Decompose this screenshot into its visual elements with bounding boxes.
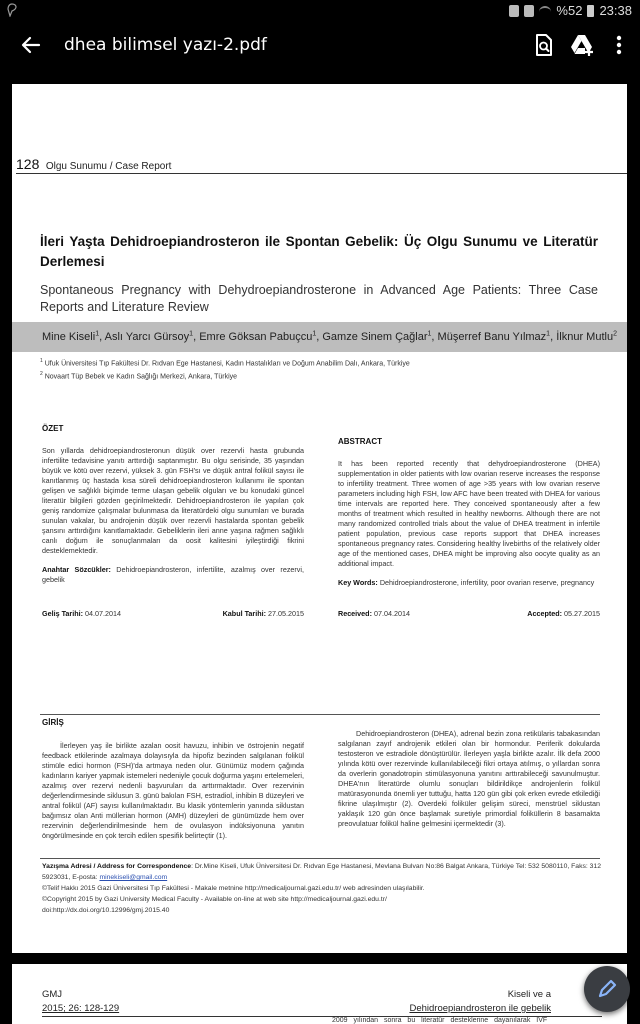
- notification-icon: [6, 3, 18, 17]
- app-bar: [0, 24, 640, 68]
- wifi-icon: [539, 6, 551, 16]
- journal-name: GMJ: [42, 989, 63, 1000]
- affiliations: [40, 356, 410, 383]
- ozet-body: Son yıllarda dehidroepiandrosteronun düşük over rezervli hasta grubunda infertilite tedavisine yanıtı arttırdığı saptanmıştır. Bu olgu serisinde, 35 yaşından büyük ve kötü over rezervi, yüksek 3. gün FSH'sı ve düşük antral folikül sayısı ile kanıtlanmış üç hastada kısa süreli dehidroepiandrosteron kullanımı ile spontan gelişen ve sağlıklı biçimde terme ulaşan gebelik olguları ve bu konudaki güncel literatür bilgileri gözden geçirilmektedir. Dehidroepiandrosteron ile yapılan çok geniş randomize çalışmalar bulunmasa da literatürdeki olgu sunumları ve burada sunulan vakalar, bu androjenin düşük over rezervli hastalarda spontan gebelik şansını arttırdığını kanıtlamaktadır. Gebeliklerin ileri anne yaşına rağmen sağlıklı canlı doğum ile sonuçlanmaları da oosit kalitesini iyileştirdiği fikrini desteklemektedir.: [42, 446, 304, 555]
- ozet-heading: ÖZET: [42, 424, 64, 433]
- section-label: Olgu Sunumu / Case Report: [45, 161, 172, 172]
- section-divider: [40, 714, 600, 715]
- edit-pencil-icon: [596, 978, 618, 1000]
- accepted-date-en: Accepted: 05.27.2015: [527, 609, 600, 618]
- abstract-heading: ABSTRACT: [338, 437, 382, 446]
- clock: 23:38: [599, 3, 632, 18]
- running-header: [16, 156, 627, 174]
- abstract-section: [338, 437, 600, 588]
- author: Müşerref Banu Yılmaz$^1$,: [437, 330, 557, 343]
- status-bar: [0, 0, 640, 24]
- running-title: Dehidroepiandrosteron ile gebelik: [409, 1003, 551, 1014]
- document-title: dhea bilimsel yazı-2.pdf: [64, 35, 267, 55]
- correspondence-block: [42, 861, 608, 916]
- affiliation: $^1$ Ufuk Üniversitesi Tıp Fakültesi Dr. Rıdvan Ege Hastanesi, Kadın Hastalıkları ve Doğum Anabilim Dalı, Ankara, Türkiye: [40, 358, 410, 368]
- notification-icon: [509, 5, 519, 17]
- article-title-tr: İleri Yaşta Dehidroepiandrosteron ile Spontan Gebelik: Üç Olgu Sunumu ve Literatür Derlemesi: [40, 234, 598, 269]
- page2-body-text: 2009 yılından sonra bu literatür desteklerine dayanılarak IVF: [332, 1017, 548, 1024]
- copyright-tr: ©Telif Hakkı 2015 Gazi Üniversitesi Tıp Fakültesi - Makale metnine http://medicaljournal.gazi.edu.tr/ web adresinden ulaşılabilir.: [42, 885, 425, 892]
- running-header-right: [409, 988, 551, 1016]
- page-number: 128: [16, 156, 40, 172]
- battery-percent: %52: [556, 3, 583, 18]
- abstract-keywords: Key Words: Dehidroepiandrosterone, infertility, poor ovarian reserve, pregnancy: [338, 578, 595, 587]
- giris-paragraph-left: İlerleyen yaş ile birlikte azalan oosit havuzu, inhibin ve östrojenin negatif feedback etkilerinde azalmaya dolayısıyla da hipofiz bezinden salgılanan folikül stimüle edici hormon (FSH)'da artmaya neden olur. Günümüz modern çağında kadınların kariyer yapmak istemeleri nedeniyle çocuk doğurma yaşını ertelemeleri, azalmış over rezervi nedenli başvuruları da arttırmaktadır. Over rezervinin değerlendirmesinde siklusun 3. günü bakılan FSH, estradiol, inhibin B düzeyleri ve antral folikül (AF) sayısı kullanılmaktadır. Bu klasik yöntemlerin yanında siklustan bağımsız olan Anti müllerian hormon (AMH) düzeyleri de günümüzde hem over rezervinin değerlendirilmesinde hem de ovulasyon indüksiyonuna yanıtın öngörülmesinde en çok tercih edilen spesifik belirteçtir (1).: [42, 741, 304, 840]
- copyright-en: ©Copyright 2015 by Gazi University Medical Faculty - Available on-line at web site http://medicaljournal.gazi.edu.tr/: [42, 896, 387, 903]
- author: Mine Kiseli$^1$,: [42, 330, 105, 343]
- ozet-dates: [42, 609, 304, 618]
- add-to-drive-icon[interactable]: [569, 32, 595, 58]
- giris-heading: GİRİŞ: [42, 718, 64, 727]
- abstract-body: It has been reported recently that dehydroepiandrosterone (DHEA) supplementation in older patients with low ovarian reserve increases the response to infertility treatment. Three women of age >35 years with low ovarian reserve parameters including high FSH, low AFC have been treated with DHEA for various time intervals are reported here. They conceived spontaneously after a few months of treatment which resulted in healthy newborns. Although there are not many randomized controlled trials about the value of DHEA treatment in infertile patient population, previous case reports support that DHEA increases spontaneous pregnancy rates. Considering healthy livebirths of the relatively older age of the mentioned cases, DHEA might be improving also oocyte quality as an additional impact.: [338, 459, 600, 568]
- author: İlknur Mutlu$^2$: [556, 330, 617, 343]
- email-link[interactable]: minekiseli@gmail.com: [99, 874, 168, 881]
- more-options-icon[interactable]: [606, 32, 632, 58]
- search-in-document-icon[interactable]: [531, 32, 557, 58]
- affiliation: $^2$ Novaart Tüp Bebek ve Kadın Sağlığı Merkezi, Ankara, Türkiye: [40, 371, 238, 381]
- alarm-icon: [524, 5, 534, 17]
- correspondence-address: Yazışma Adresi / Address for Correspondence: Dr.Mine Kiseli, Ufuk Üniversitesi Dr. Rıdvan Ege Hastanesi, Mevlana Bulvarı No:86 Balgat Ankara, Türkiye Tel: 532 5080110, Faks: 312 5923031, E-posta: minekiseli@gmail.com: [42, 863, 601, 881]
- footer-divider: [40, 858, 600, 859]
- author: Aslı Yarcı Gürsoy$^1$,: [104, 330, 200, 343]
- ozet-section: [42, 424, 304, 585]
- accepted-date-tr: Kabul Tarihi: 27.05.2015: [222, 609, 304, 618]
- author: Gamze Sinem Çağlar$^1$,: [322, 330, 438, 343]
- abstract-dates: [338, 609, 600, 618]
- received-date-en: Received: 07.04.2014: [338, 609, 410, 618]
- pdf-page-2: [12, 964, 627, 1024]
- received-date-tr: Geliş Tarihi: 04.07.2014: [42, 609, 121, 618]
- author: Emre Göksan Pabuçcu$^1$,: [199, 330, 323, 343]
- author-list: [12, 322, 627, 352]
- running-authors: Kiseli ve a: [507, 989, 551, 1000]
- edit-button[interactable]: [584, 966, 630, 1012]
- doi: doi:http://dx.doi.org/10.12996/gmj.2015.40: [42, 907, 170, 914]
- journal-info: [42, 988, 119, 1016]
- giris-paragraph-right: Dehidroepiandrosteron (DHEA), adrenal bezin zona retikülaris tabakasından salgılanan zayıf androjenik etkileri olan bir hormondur. Periferik dokularda testosteron ve estradiole dönüştürülür. İlerleyen yaşla birlikte azalır. İlk defa 2000 yılında kötü over rezervinde kullanılabileceği fikri ortaya atılmış, o yıllardan sonra da overlerin gonadotropin stimülasyonuna yanıtını arttırabileceği savunulmuştur. DHEA'nın literatürde olumlu sonuçları bildirildikçe androjenlerin folikül matürasyonunda önemli yer tuttuğu, hatta 120 gün gibi çok erken evrede etkilediği fikrine ulaşılmıştır (2). Overdeki foliküler gelişim süreci, menstrüel siklustan yaklaşık 120 gün önce başlamak suretiyle primordial foliküllerin 8 basamakta preovulatuar folikül haline gelmesini içermektedir (3).: [338, 729, 600, 828]
- pdf-page-1: [12, 84, 627, 953]
- article-title-en: Spontaneous Pregnancy with Dehydroepiandrosterone in Advanced Age Patients: Three Case Reports and Literature Review: [40, 283, 598, 314]
- journal-volume: 2015; 26: 128-129: [42, 1003, 120, 1014]
- battery-icon: [587, 5, 594, 17]
- back-arrow-icon[interactable]: [18, 32, 44, 58]
- ozet-keywords: Anahtar Sözcükler: Dehidroepiandrosteron, infertilite, azalmış over rezervi, gebelik: [42, 565, 304, 584]
